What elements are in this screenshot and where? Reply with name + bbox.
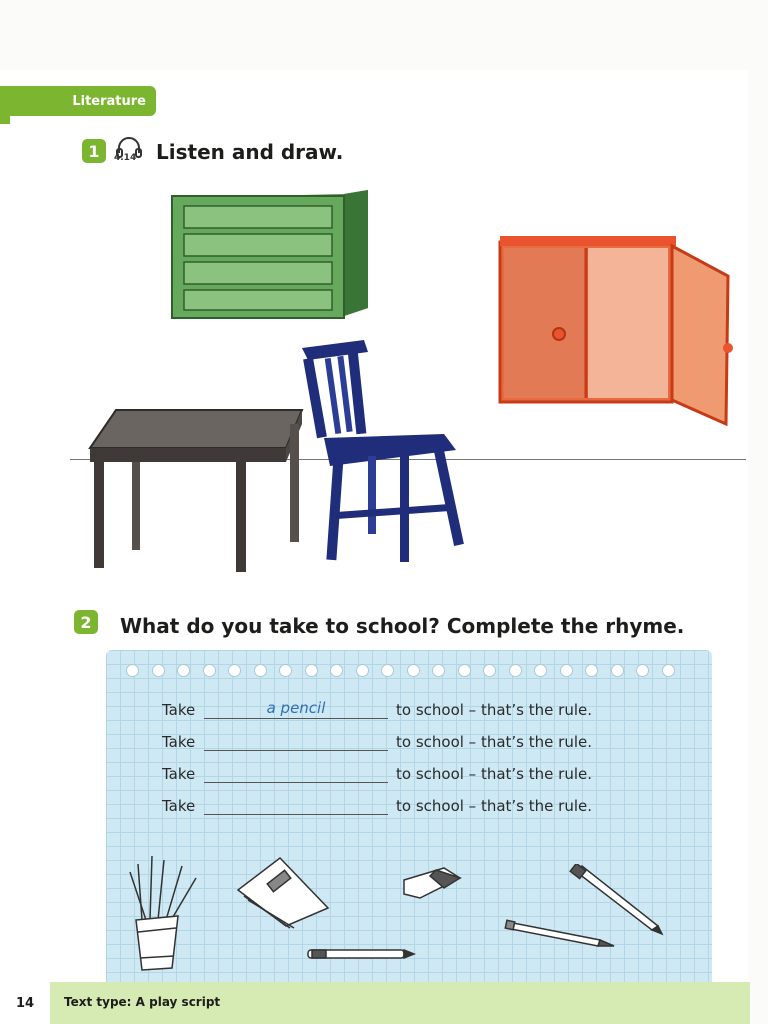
- cupboard-illustration: [496, 232, 736, 428]
- rhyme-end: to school – that’s the rule.: [396, 733, 592, 751]
- pen-icon: [302, 940, 418, 968]
- notebook-binding-holes: [126, 664, 675, 677]
- rhyme-line: [162, 796, 592, 815]
- rhyme-line: [162, 700, 592, 719]
- exercise-2-instruction: What do you take to school? Complete the rhyme.: [120, 614, 685, 638]
- section-tab: [0, 86, 156, 116]
- pen-icon: [568, 864, 664, 936]
- pencil-pot-icon: [122, 850, 202, 974]
- audio-track-number: 4.14: [114, 153, 137, 163]
- answer-blank[interactable]: a pencil: [204, 700, 388, 719]
- notebook-page: [106, 650, 712, 995]
- rhyme-start: Take: [162, 797, 196, 815]
- section-tab-label: Literature: [72, 93, 146, 109]
- eraser-icon: [400, 864, 464, 904]
- answer-blank[interactable]: [204, 732, 388, 751]
- chair-illustration: [296, 338, 472, 570]
- rhyme-line: [162, 764, 592, 783]
- page-number: 14: [0, 982, 50, 1024]
- exercise-1-number: 1: [82, 139, 106, 163]
- exercise-1-instruction: Listen and draw.: [156, 140, 344, 164]
- rhyme-start: Take: [162, 701, 196, 719]
- rhyme-line: [162, 732, 592, 751]
- shelf-unit-illustration: [168, 188, 374, 322]
- notebook-icon: [234, 854, 334, 930]
- rhyme-end: to school – that’s the rule.: [396, 797, 592, 815]
- rhyme-start: Take: [162, 765, 196, 783]
- answer-blank[interactable]: [204, 764, 388, 783]
- table-illustration: [86, 406, 306, 576]
- text-type-label: Text type: A play script: [64, 995, 221, 1009]
- rhyme-end: to school – that’s the rule.: [396, 765, 592, 783]
- exercise-2-number: 2: [74, 610, 98, 634]
- rhyme-end: to school – that’s the rule.: [396, 701, 592, 719]
- answer-blank[interactable]: [204, 796, 388, 815]
- rhyme-start: Take: [162, 733, 196, 751]
